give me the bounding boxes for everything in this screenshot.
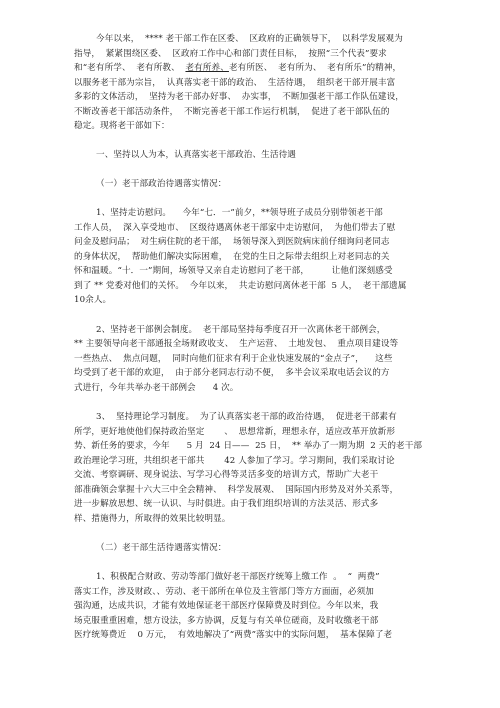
text-run: 部准确领会掌握十六大三中全会精神、 科学发展观、 国际国内形势及对外关系等， — [74, 485, 399, 495]
text-line — [0, 120, 500, 132]
text-line — [0, 382, 500, 394]
text-line — [0, 498, 500, 510]
text-line — [0, 33, 500, 45]
text-line — [0, 353, 500, 365]
text-line — [0, 542, 500, 554]
text-run: （一）老干部政治待遇落实情况： — [96, 179, 227, 189]
text-line — [0, 469, 500, 481]
text-line — [0, 411, 500, 423]
text-run: 政治理论学习班，共组织老干部共 42 人参加了学习。学习期间，我们采取讨论 — [74, 456, 395, 466]
text-run: 指导， 紧紧围绕区委、 区政府工作中心和部门责任目标， 按照“三个代表”要求 — [74, 49, 387, 59]
text-line — [0, 615, 500, 627]
text-line — [0, 222, 500, 234]
text-run: 今年以来， **** 老干部工作在区委、 区政府的正确领导下， 以科学发展观为 — [96, 34, 403, 44]
text-run: 1、坚持走访慰问。 今年“七．一”前夕，**领导班子成员分别带领老干部 — [96, 208, 383, 218]
text-run: 场克服重重困难，想方设法，多方协调，反复与有关单位磋商，及时收缴老干部 — [74, 616, 379, 626]
text-run: 式进行，今年共举办老干部例会 4 次。 — [74, 383, 239, 393]
text-run: 2、坚持老干部例会制度。 老干部局坚持每季度召开一次离休老干部例会， — [96, 325, 386, 335]
text-run: 稳定。现将老干部如下： — [74, 121, 170, 131]
text-line — [0, 178, 500, 190]
text-run: 以服务老干部为宗旨， 认真落实老干部的政治、 生活待遇， 组织老干部开展丰富 — [74, 78, 396, 88]
text-line — [0, 455, 500, 467]
text-line — [0, 484, 500, 496]
text-run: 的身体状况， 帮助他们解决实际困难， 在党的生日之际带去组织上对老同志的关 — [74, 252, 390, 262]
text-run: 医疗统筹费近 0 万元， 有效地解决了“两费”落实中的实际问题， 基本保障了老 — [74, 630, 393, 640]
text-run: 落实工作，涉及财政、、劳动、老干部所在单位及主管部门等方方面面，必须加 — [74, 587, 374, 597]
text-run: 工作人员， 深入享受地市、 区级待遇离休老干部家中走访慰问， 为他们带去了慰 — [74, 223, 396, 233]
text-run: 到了 ** 党委对他们的关怀。 今年以来， 共走访慰问离休老干部 5 人， 老干部遗属 — [74, 281, 407, 291]
text-line — [0, 338, 500, 350]
text-line — [0, 207, 500, 219]
text-line — [0, 48, 500, 60]
text-line — [0, 294, 500, 306]
text-line — [0, 251, 500, 263]
text-line — [0, 236, 500, 248]
text-line — [0, 324, 500, 336]
text-line — [0, 629, 500, 641]
text-line — [0, 280, 500, 292]
text-line — [0, 106, 500, 118]
text-line — [0, 440, 500, 452]
text-line — [0, 586, 500, 598]
text-run: 多彩的文体活动， 坚持为老干部办好事、 办实事， 不断加强老干部工作队伍建设， — [74, 92, 404, 102]
text-line — [0, 77, 500, 89]
text-line — [0, 426, 500, 438]
text-line — [0, 149, 500, 161]
text-run: 3、 坚持理论学习制度。 为了认真落实老干部的政治待遇， 促进老干部素有 — [96, 412, 397, 422]
text-run: （二）老干部生活待遇落实情况： — [96, 543, 227, 553]
text-line — [0, 91, 500, 103]
text-run: 和“老有所学、 老有所教、 — [74, 63, 186, 73]
text-run: 问金及慰问品； 对生病住院的老干部， 场领导深入到医院病床前仔细询问老同志 — [74, 237, 390, 247]
text-line — [0, 62, 500, 74]
text-run: 强沟通，达成共识，才能有效地保证老干部医疗保障费及时到位。今年以来，我 — [74, 601, 379, 611]
text-run: 不断改善老干部活动条件， 不断完善老干部工作运行机制， 促进了老干部队伍的 — [74, 107, 390, 117]
text-run: 10余人。 — [74, 295, 112, 305]
text-run: 所学，更好地使他们保持政治坚定 、 思想常新，理想永存，适应改革开放新形 — [74, 427, 396, 437]
text-run: ** 主要领导向老干部通报全场财政收支、 生产运营、 土地发包、 重点项目建设等 — [74, 339, 399, 349]
text-run: 均受到了老干部的欢迎， 由于部分老同志行动不便， 多半会议采取电话会议的方 — [74, 368, 390, 378]
text-line — [0, 600, 500, 612]
text-run: 老有所医、 老有所为、 老有所乐”的精神， — [228, 63, 402, 73]
text-run: 怀和温暖。“十．一”期间，场领导又亲自走访慰问了老干部， 让他们深刻感受 — [74, 266, 393, 276]
text-run: 1、积极配合财政、劳动等部门做好老干部医疗统筹上缴工作 。 “ 两费” — [96, 572, 380, 582]
text-run: 进一步解放思想、统一认识、与时俱进。由于我们组织培训的方法灵活、形式多 — [74, 499, 379, 509]
text-line — [0, 367, 500, 379]
text-run: 交流、考察调研、现身说法、写学习心得等灵活多变的培训方式，帮助广大老干 — [74, 470, 379, 480]
text-line — [0, 513, 500, 525]
text-line — [0, 571, 500, 583]
text-run: 势、新任务的要求，今年 5 月 24 日—— 25 日， ** 举办了一期为期 2 天的老干部 — [74, 441, 423, 451]
text-run: 老有所养、 — [185, 63, 229, 73]
text-run: 样、措施得力，所取得的效果比较明显。 — [74, 514, 231, 524]
text-line — [0, 265, 500, 277]
text-run: 一、坚持以人为本，认真落实老干部政治、生活待遇 — [96, 150, 296, 160]
text-run: 一些热点、 焦点问题， 同时向他们征求有利于企业快速发展的“金点子”， 这些 — [74, 354, 393, 364]
